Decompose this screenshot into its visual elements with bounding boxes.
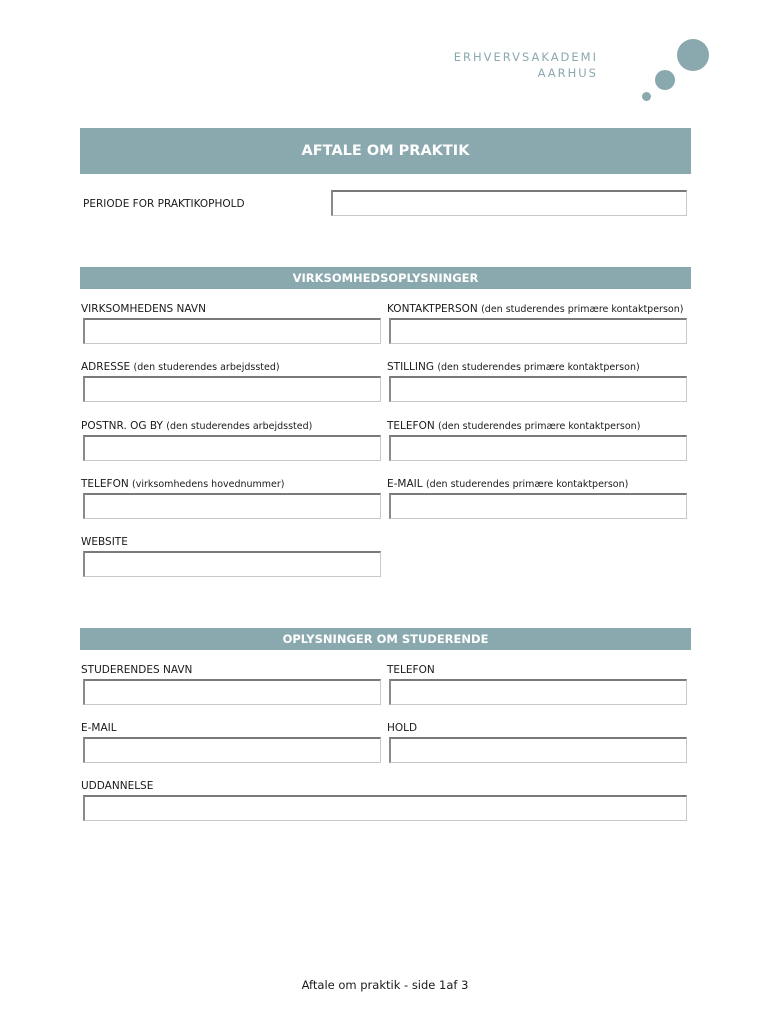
address-sublabel: (den studerendes arbejdssted) [133,362,280,373]
contact-person-field[interactable] [389,318,687,344]
student-name-label: STUDERENDES NAVN [81,664,193,676]
company-phone-field[interactable] [83,493,381,519]
company-phone-label [81,478,285,490]
education-label: UDDANNELSE [81,780,154,792]
contact-email-label-text: E-MAIL [387,478,423,490]
company-name-label [81,303,206,315]
contact-phone-field[interactable] [389,435,687,461]
position-field[interactable] [389,376,687,402]
erhvervsakademi-logo [453,32,720,112]
contact-phone-label [387,420,640,432]
student-name-field[interactable] [83,679,381,705]
company-name-field[interactable] [83,318,381,344]
website-label: WEBSITE [81,536,128,548]
address-label [81,361,280,373]
education-field[interactable] [83,795,687,821]
page-footer: Aftale om praktik - side 1af 3 [301,978,469,992]
student-phone-field[interactable] [389,679,687,705]
position-label-text: STILLING [387,361,434,373]
contact-person-sublabel: (den studerendes primære kontaktperson) [481,304,684,315]
document-title: AFTALE OM PRAKTIK [80,128,691,174]
contact-email-sublabel: (den studerendes primære kontaktperson) [425,479,629,490]
logo-dot-large-icon [677,39,709,71]
student-section-heading: OPLYSNINGER OM STUDERENDE [80,628,691,650]
postal-sublabel: (den studerendes arbejdssted) [166,421,313,432]
contact-person-label [387,303,683,315]
company-section-heading: VIRKSOMHEDSOPLYSNINGER [80,267,691,289]
postal-label-text: POSTNR. OG BY [81,420,163,432]
contact-phone-sublabel: (den studerendes primære kontaktperson) [438,421,641,432]
contact-phone-label-text: TELEFON [387,420,435,432]
team-field[interactable] [389,737,687,763]
logo-dot-medium-icon [655,70,675,90]
company-phone-sublabel: (virksomhedens hovednummer) [132,479,285,490]
contact-email-label [387,478,628,490]
company-name-label-text: VIRKSOMHEDENS NAVN [81,303,206,315]
periode-label: PERIODE FOR PRAKTIKOPHOLD [83,198,245,210]
periode-field[interactable] [331,190,687,216]
address-label-text: ADRESSE [81,361,131,373]
contact-email-field[interactable] [389,493,687,519]
position-sublabel: (den studerendes primære kontaktperson) [437,362,640,373]
logo-line2: AARHUS [537,66,598,80]
website-field[interactable] [83,551,381,577]
team-label: HOLD [387,722,418,734]
student-email-field[interactable] [83,737,381,763]
logo-dot-small-icon [642,92,651,101]
address-field[interactable] [83,376,381,402]
position-label [387,361,640,373]
company-phone-label-text: TELEFON [81,478,129,490]
postal-field[interactable] [83,435,381,461]
student-phone-label: TELEFON [387,664,435,676]
logo-line1: ERHVERVSAKADEMI [453,50,598,64]
contact-person-label-text: KONTAKTPERSON [387,303,478,315]
student-email-label: E-MAIL [81,722,117,734]
postal-label [81,420,312,432]
